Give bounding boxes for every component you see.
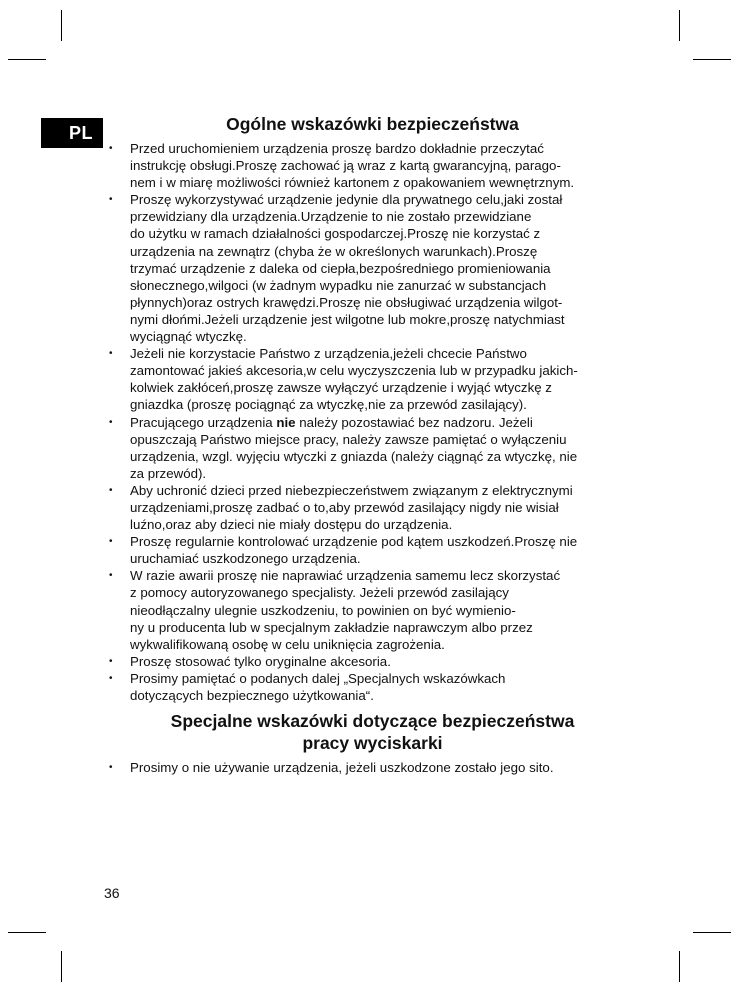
crop-mark-bottom-right-horizontal bbox=[693, 932, 731, 933]
language-tab: PL bbox=[41, 118, 103, 148]
section-title-general-safety: Ogólne wskazówki bezpieczeństwa bbox=[226, 114, 519, 134]
list-item bbox=[106, 653, 646, 670]
crop-mark-top-left-horizontal bbox=[8, 59, 46, 60]
list-item bbox=[106, 140, 646, 191]
list-item-text: Proszę wykorzystywać urządzenie jedynie dla prywatnego celu,jaki został przewidziany dla urządzenia.Urządzenie to nie zostało przewidziane do użytku w ramach działalności gospodarczej.Proszę nie korzystać z urządzenia na zewnątrz (chyba że w określonych warunkach).Proszę trzymać urządzenie z daleka od ciepła,bezpośredniego promieniowania słonecznego,wilgoci (w żadnym wypadku nie zanurzać w substancjach płynnych)oraz ostrych krawędzi.Proszę nie obsługiwać urządzenia wilgot- nymi dłońmi.Jeżeli urządzenie jest wilgotne lub mokre,proszę natychmiast wyciągnąć wtyczkę. bbox=[130, 192, 565, 345]
section-title-juicer-safety bbox=[105, 710, 640, 754]
list-item-text-end: należy pozostawiać bez nadzoru. Jeżeli opuszczają Państwo miejsce pracy, należy zawsze pamiętać o wyłączeniu urządzenia, wzgl. wyjęciu wtyczki z gniazda (należy ciągnąć za wtyczkę, nie za przewód). bbox=[130, 414, 578, 481]
list-item-text: Prosimy o nie używanie urządzenia, jeżeli uszkodzone zostało jego sito. bbox=[130, 760, 554, 775]
crop-mark-top-left-vertical bbox=[61, 10, 62, 41]
list-item bbox=[106, 533, 646, 567]
list-item-text: W razie awarii proszę nie naprawiać urządzenia samemu lecz skorzystać z pomocy autoryzowanego specjalisty. Jeżeli przewód zasilający nieodłączalny ulegnie uszkodzeniu, to powinien on być wymienio- ny u producenta lub w specjalnym zakładzie naprawczym albo przez wykwalifikowaną osobę w celu uniknięcia zagrożenia. bbox=[130, 568, 561, 652]
crop-mark-bottom-left-vertical bbox=[61, 951, 62, 982]
crop-mark-bottom-left-horizontal bbox=[8, 932, 46, 933]
section-title-line-1: Specjalne wskazówki dotyczące bezpieczeństwa bbox=[170, 711, 575, 731]
list-item bbox=[106, 191, 646, 345]
list-item bbox=[106, 759, 646, 776]
list-item-text: Proszę stosować tylko oryginalne akcesoria. bbox=[130, 653, 391, 669]
list-item-text: Prosimy pamiętać o podanych dalej „Specjalnych wskazówkach dotyczących bezpiecznego użytkowania“. bbox=[130, 670, 506, 703]
section-title-line-2: pracy wyciskarki bbox=[302, 733, 443, 753]
list-item-text: Jeżeli nie korzystacie Państwo z urządzenia,jeżeli chcecie Państwo zamontować jakieś akcesoria,w celu wyczyszczenia lub w przypadku jakich- kolwiek zakłóceń,proszę zawsze wyłączyć urządzenie i wyjąć wtyczkę z gniazdka (proszę pociągnąć za wtyczkę,nie za przewód zasilający). bbox=[130, 346, 578, 413]
crop-mark-top-right-vertical bbox=[679, 10, 680, 41]
list-item bbox=[106, 670, 646, 704]
list-item bbox=[106, 345, 646, 413]
crop-mark-bottom-right-vertical bbox=[679, 951, 680, 982]
list-item bbox=[106, 482, 646, 533]
list-item-text: Proszę regularnie kontrolować urządzenie pod kątem uszkodzeń.Proszę nie uruchamiać uszkodzonego urządzenia. bbox=[130, 534, 578, 567]
list-item bbox=[106, 567, 646, 652]
list-item-text: Przed uruchomieniem urządzenia proszę bardzo dokładnie przeczytać instrukcję obsługi.Proszę zachować ją wraz z kartą gwarancyjną, parago- nem i w miarę możliwości również kartonem z opakowaniem wewnętrznym. bbox=[130, 141, 575, 191]
list-item bbox=[106, 414, 646, 482]
list-item-text-start: Pracującego urządzenia bbox=[130, 414, 277, 430]
crop-mark-top-right-horizontal bbox=[693, 59, 731, 60]
page-number: 36 bbox=[104, 885, 120, 901]
juicer-safety-list bbox=[106, 759, 646, 776]
emphasis-word: nie bbox=[276, 414, 296, 430]
list-item-text bbox=[130, 415, 577, 481]
list-item-text: Aby uchronić dzieci przed niebezpieczeństwem związanym z elektrycznymi urządzeniami,proszę zadbać o to,aby przewód zasilający nigdy nie wisiał luźno,oraz aby dzieci nie miały dostępu do urządzenia. bbox=[130, 482, 573, 533]
general-safety-list bbox=[106, 140, 646, 704]
